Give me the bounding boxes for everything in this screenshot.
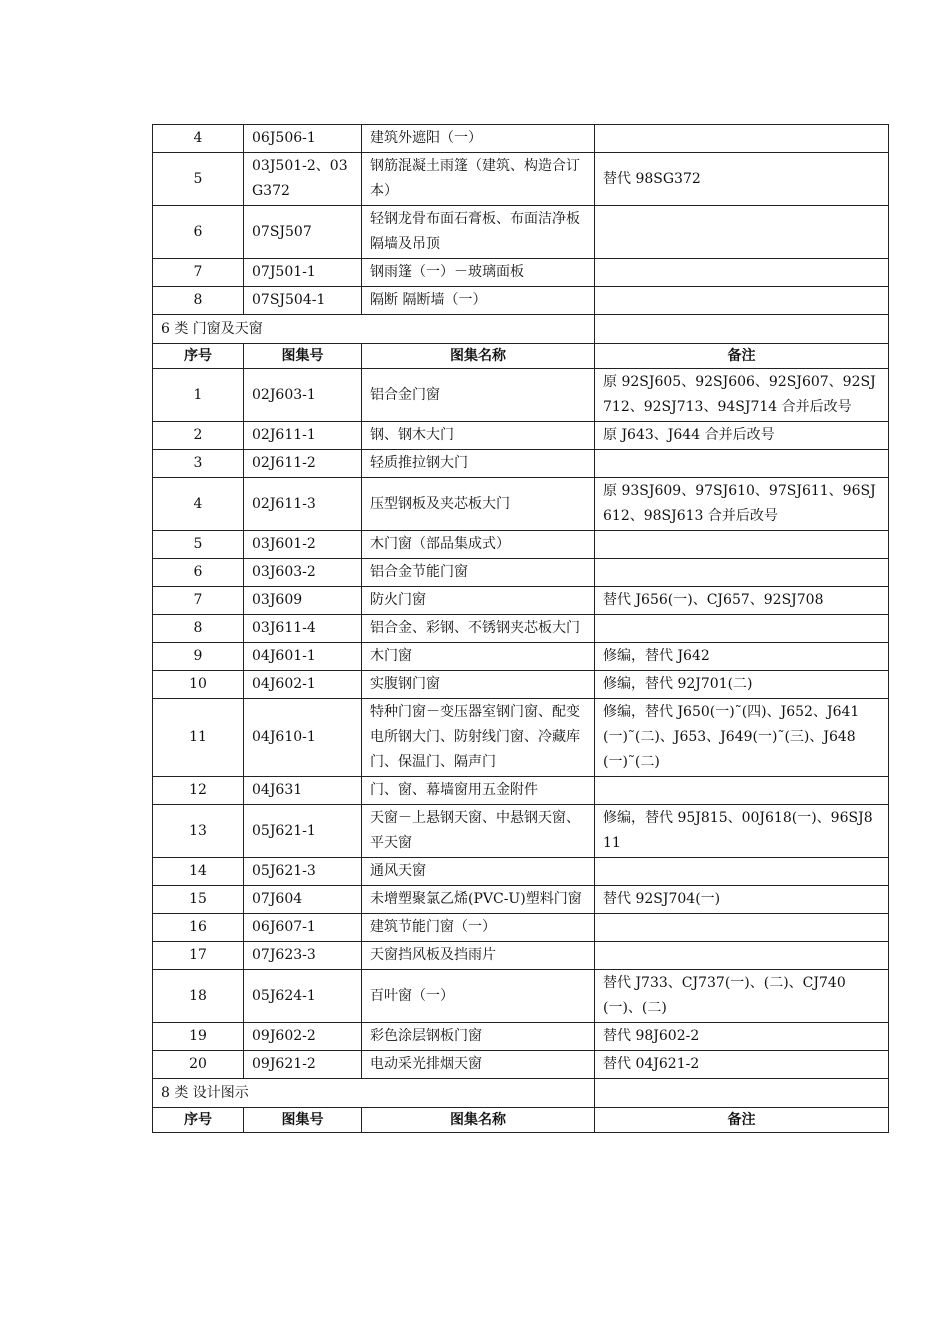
table-row: [153, 970, 889, 1023]
seq-cell: 2: [153, 422, 244, 450]
header-seq: 序号: [153, 344, 244, 369]
name-cell: 隔断 隔断墙（一）: [362, 287, 595, 315]
header-row: [153, 344, 889, 369]
table-row: [153, 886, 889, 914]
name-cell: 通风天窗: [362, 858, 595, 886]
code-cell: 09J621-2: [244, 1051, 362, 1079]
table-row: [153, 1023, 889, 1051]
note-cell: [595, 914, 889, 942]
seq-cell: 7: [153, 259, 244, 287]
note-cell: [595, 287, 889, 315]
note-cell: 修编，替代 95J815、00J618(一)、96SJ811: [595, 805, 889, 858]
seq-cell: 6: [153, 559, 244, 587]
seq-cell: 1: [153, 369, 244, 422]
note-cell: [595, 559, 889, 587]
seq-cell: 18: [153, 970, 244, 1023]
name-cell: 钢、钢木大门: [362, 422, 595, 450]
table-row: [153, 914, 889, 942]
seq-cell: 8: [153, 287, 244, 315]
table-row: [153, 615, 889, 643]
code-cell: 02J611-1: [244, 422, 362, 450]
seq-cell: 6: [153, 206, 244, 259]
table-row: [153, 777, 889, 805]
name-cell: 未增塑聚氯乙烯(PVC-U)塑料门窗: [362, 886, 595, 914]
category-title: 8 类 设计图示: [153, 1079, 595, 1108]
note-cell: 替代 98J602-2: [595, 1023, 889, 1051]
code-cell: 03J611-4: [244, 615, 362, 643]
name-cell: 钢雨篷（一）－玻璃面板: [362, 259, 595, 287]
note-cell: 修编，替代 92J701(二): [595, 671, 889, 699]
table-row: [153, 587, 889, 615]
header-row: [153, 1108, 889, 1133]
seq-cell: 19: [153, 1023, 244, 1051]
name-cell: 防火门窗: [362, 587, 595, 615]
header-name: 图集名称: [362, 1108, 595, 1133]
code-cell: 07J604: [244, 886, 362, 914]
table-row: [153, 559, 889, 587]
seq-cell: 5: [153, 531, 244, 559]
name-cell: 彩色涂层钢板门窗: [362, 1023, 595, 1051]
seq-cell: 8: [153, 615, 244, 643]
code-cell: 05J621-3: [244, 858, 362, 886]
name-cell: 天窗挡风板及挡雨片: [362, 942, 595, 970]
code-cell: 02J611-2: [244, 450, 362, 478]
note-cell: 替代 92SJ704(一): [595, 886, 889, 914]
note-cell: [595, 858, 889, 886]
note-cell: 原 J643、J644 合并后改号: [595, 422, 889, 450]
note-cell: [595, 942, 889, 970]
seq-cell: 3: [153, 450, 244, 478]
table-row: [153, 206, 889, 259]
header-note: 备注: [595, 1108, 889, 1133]
note-cell: 替代 J656(一)、CJ657、92SJ708: [595, 587, 889, 615]
table-row: [153, 153, 889, 206]
empty-cell: [595, 315, 889, 344]
code-cell: 07SJ504-1: [244, 287, 362, 315]
note-cell: 修编，替代 J642: [595, 643, 889, 671]
table-row: [153, 671, 889, 699]
code-cell: 07J501-1: [244, 259, 362, 287]
code-cell: 07SJ507: [244, 206, 362, 259]
name-cell: 钢筋混凝土雨篷（建筑、构造合订本）: [362, 153, 595, 206]
name-cell: 电动采光排烟天窗: [362, 1051, 595, 1079]
note-cell: [595, 450, 889, 478]
table-row: [153, 805, 889, 858]
name-cell: 铝合金节能门窗: [362, 559, 595, 587]
header-note: 备注: [595, 344, 889, 369]
header-code: 图集号: [244, 1108, 362, 1133]
code-cell: 05J621-1: [244, 805, 362, 858]
seq-cell: 12: [153, 777, 244, 805]
code-cell: 04J631: [244, 777, 362, 805]
seq-cell: 4: [153, 478, 244, 531]
seq-cell: 16: [153, 914, 244, 942]
code-cell: 04J610-1: [244, 699, 362, 777]
code-cell: 02J603-1: [244, 369, 362, 422]
table-row: [153, 1051, 889, 1079]
note-cell: 替代 J733、CJ737(一)、(二)、CJ740(一)、(二): [595, 970, 889, 1023]
category-title-row: [153, 1079, 889, 1108]
name-cell: 铝合金、彩钢、不锈钢夹芯板大门: [362, 615, 595, 643]
table-row: [153, 125, 889, 153]
name-cell: 天窗－上悬钢天窗、中悬钢天窗、平天窗: [362, 805, 595, 858]
code-cell: 03J603-2: [244, 559, 362, 587]
table-row: [153, 369, 889, 422]
note-cell: 修编，替代 J650(一)˜(四)、J652、J641(一)˜(二)、J653、J649(一)˜(三)、J648(一)˜(二): [595, 699, 889, 777]
note-cell: [595, 531, 889, 559]
name-cell: 门、窗、幕墙窗用五金附件: [362, 777, 595, 805]
table-row: [153, 287, 889, 315]
seq-cell: 5: [153, 153, 244, 206]
code-cell: 07J623-3: [244, 942, 362, 970]
seq-cell: 10: [153, 671, 244, 699]
table-row: [153, 259, 889, 287]
note-cell: [595, 259, 889, 287]
code-cell: 03J601-2: [244, 531, 362, 559]
standards-table: [152, 124, 889, 1133]
note-cell: [595, 777, 889, 805]
seq-cell: 15: [153, 886, 244, 914]
table-row: [153, 942, 889, 970]
table-row: [153, 643, 889, 671]
seq-cell: 9: [153, 643, 244, 671]
name-cell: 建筑节能门窗（一）: [362, 914, 595, 942]
name-cell: 压型钢板及夹芯板大门: [362, 478, 595, 531]
table-row: [153, 422, 889, 450]
note-cell: 原 93SJ609、97SJ610、97SJ611、96SJ612、98SJ613 合并后改号: [595, 478, 889, 531]
code-cell: 04J602-1: [244, 671, 362, 699]
name-cell: 实腹钢门窗: [362, 671, 595, 699]
name-cell: 铝合金门窗: [362, 369, 595, 422]
category-title-row: [153, 315, 889, 344]
note-cell: 原 92SJ605、92SJ606、92SJ607、92SJ712、92SJ713、94SJ714 合并后改号: [595, 369, 889, 422]
seq-cell: 7: [153, 587, 244, 615]
empty-cell: [595, 1079, 889, 1108]
name-cell: 轻钢龙骨布面石膏板、布面洁净板隔墙及吊顶: [362, 206, 595, 259]
code-cell: 04J601-1: [244, 643, 362, 671]
table-row: [153, 699, 889, 777]
header-code: 图集号: [244, 344, 362, 369]
table-row: [153, 450, 889, 478]
note-cell: [595, 125, 889, 153]
code-cell: 03J501-2、03G372: [244, 153, 362, 206]
note-cell: 替代 98SG372: [595, 153, 889, 206]
header-seq: 序号: [153, 1108, 244, 1133]
note-cell: 替代 04J621-2: [595, 1051, 889, 1079]
code-cell: 06J506-1: [244, 125, 362, 153]
seq-cell: 11: [153, 699, 244, 777]
name-cell: 特种门窗－变压器室钢门窗、配变电所钢大门、防射线门窗、冷藏库门、保温门、隔声门: [362, 699, 595, 777]
code-cell: 06J607-1: [244, 914, 362, 942]
category-title: 6 类 门窗及天窗: [153, 315, 595, 344]
note-cell: [595, 206, 889, 259]
seq-cell: 13: [153, 805, 244, 858]
code-cell: 09J602-2: [244, 1023, 362, 1051]
name-cell: 木门窗: [362, 643, 595, 671]
name-cell: 建筑外遮阳（一）: [362, 125, 595, 153]
seq-cell: 20: [153, 1051, 244, 1079]
name-cell: 轻质推拉钢大门: [362, 450, 595, 478]
header-name: 图集名称: [362, 344, 595, 369]
table-row: [153, 858, 889, 886]
table-row: [153, 531, 889, 559]
name-cell: 木门窗（部品集成式）: [362, 531, 595, 559]
table-row: [153, 478, 889, 531]
seq-cell: 4: [153, 125, 244, 153]
name-cell: 百叶窗（一）: [362, 970, 595, 1023]
seq-cell: 14: [153, 858, 244, 886]
seq-cell: 17: [153, 942, 244, 970]
code-cell: 02J611-3: [244, 478, 362, 531]
code-cell: 03J609: [244, 587, 362, 615]
code-cell: 05J624-1: [244, 970, 362, 1023]
note-cell: [595, 615, 889, 643]
